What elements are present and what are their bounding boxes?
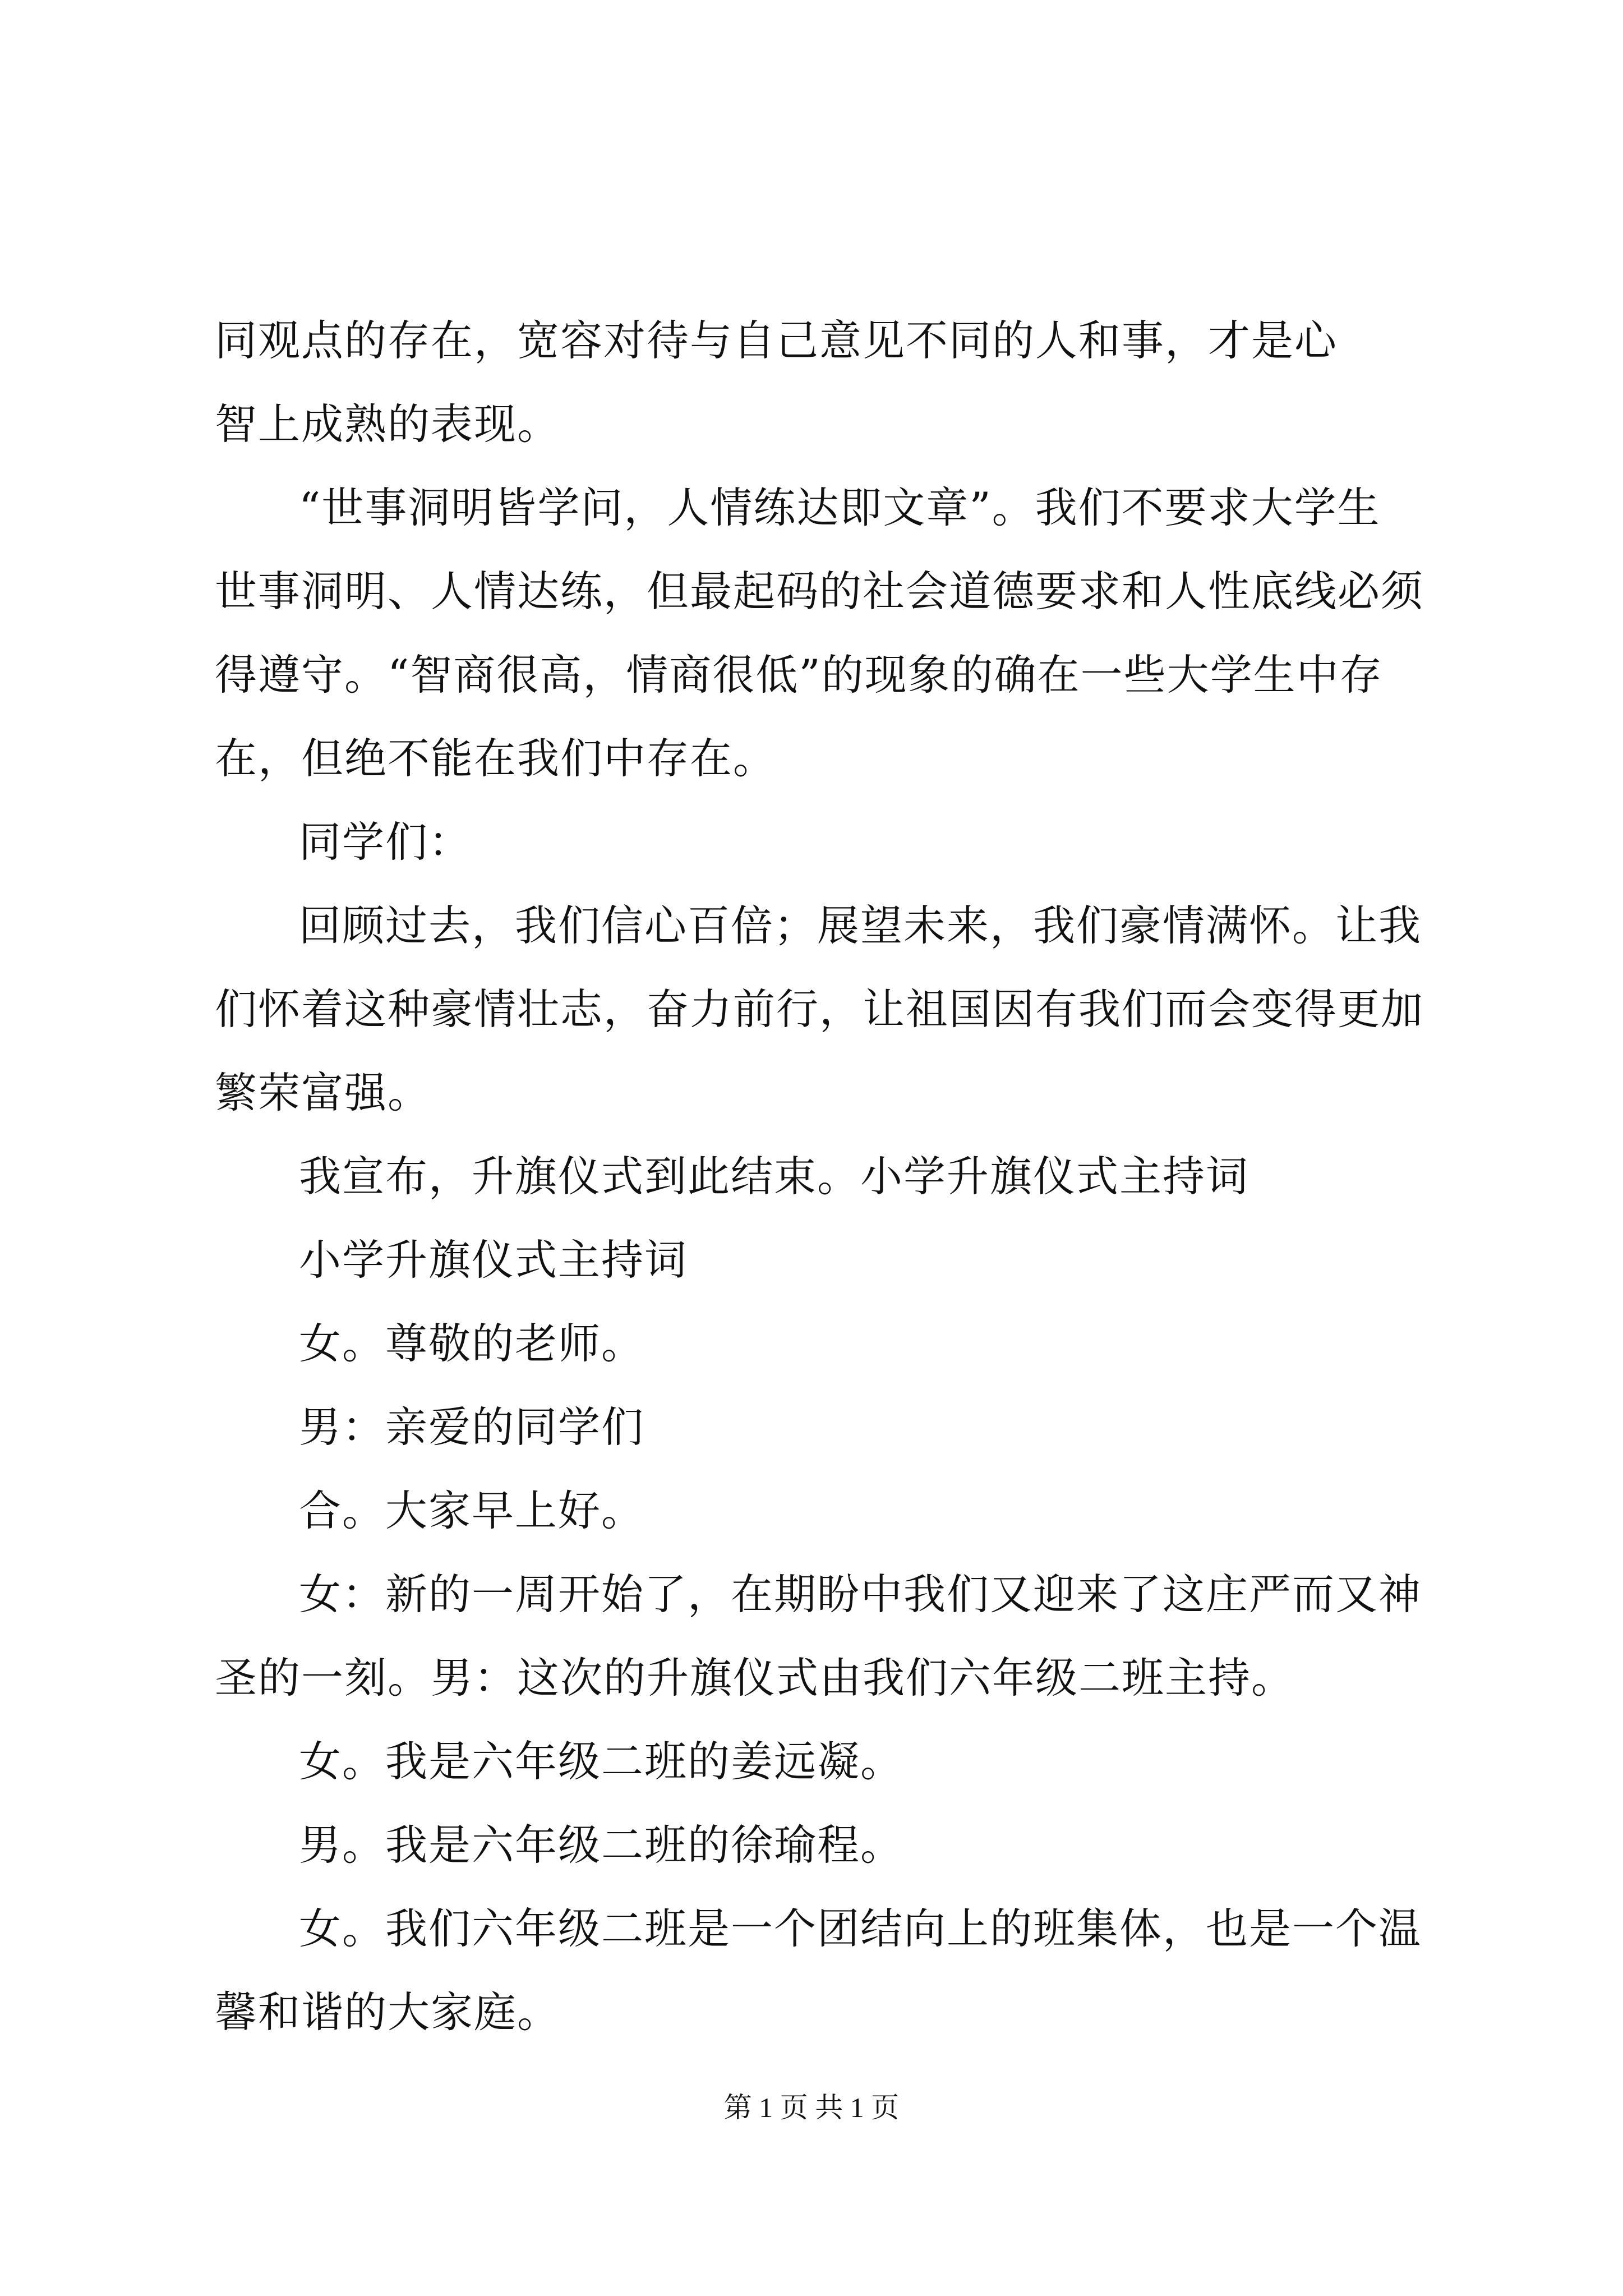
paragraph-line: 我宣布，升旗仪式到此结束。小学升旗仪式主持词: [299, 1152, 1249, 1201]
paragraph-line: 世事洞明、人情达练，但最起码的社会道德要求和人性底线必须: [215, 567, 1424, 616]
paragraph-line: 馨和谐的大家庭。: [215, 1987, 561, 2037]
paragraph-line: 在，但绝不能在我们中存在。: [215, 734, 777, 783]
paragraph-line: “世事洞明皆学问，人情练达即文章”。我们不要求大学生: [299, 483, 1381, 532]
paragraph-line: 女。我们六年级二班是一个团结向上的班集体，也是一个温: [299, 1904, 1422, 1953]
paragraph-line: 女。尊敬的老师。: [299, 1319, 645, 1368]
page-footer: 第 1 页 共 1 页: [723, 2092, 900, 2123]
paragraph-line: 智上成熟的表现。: [215, 399, 561, 449]
paragraph-line: 繁荣富强。: [215, 1068, 431, 1117]
paragraph-line: 合。大家早上好。: [299, 1486, 645, 1535]
paragraph-line: 得遵守。“智商很高，情商很低”的现象的确在一些大学生中存: [215, 650, 1383, 700]
paragraph-line: 们怀着这种豪情壮志，奋力前行，让祖国因有我们而会变得更加: [215, 984, 1424, 1034]
paragraph-line: 男。我是六年级二班的徐瑜程。: [299, 1820, 904, 1870]
paragraph-line: 圣的一刻。男：这次的升旗仪式由我们六年级二班主持。: [215, 1653, 1295, 1703]
paragraph-line: 回顾过去，我们信心百倍；展望未来，我们豪情满怀。让我: [299, 901, 1422, 950]
paragraph-line: 男：亲爱的同学们: [299, 1402, 645, 1452]
paragraph-line: 女。我是六年级二班的姜远凝。: [299, 1737, 904, 1786]
paragraph-line: 同学们：: [299, 817, 472, 867]
paragraph-line: 小学升旗仪式主持词: [299, 1235, 688, 1285]
paragraph-line: 女：新的一周开始了，在期盼中我们又迎来了这庄严而又神: [299, 1570, 1422, 1619]
paragraph-line: 同观点的存在，宽容对待与自己意见不同的人和事，才是心: [215, 316, 1338, 365]
